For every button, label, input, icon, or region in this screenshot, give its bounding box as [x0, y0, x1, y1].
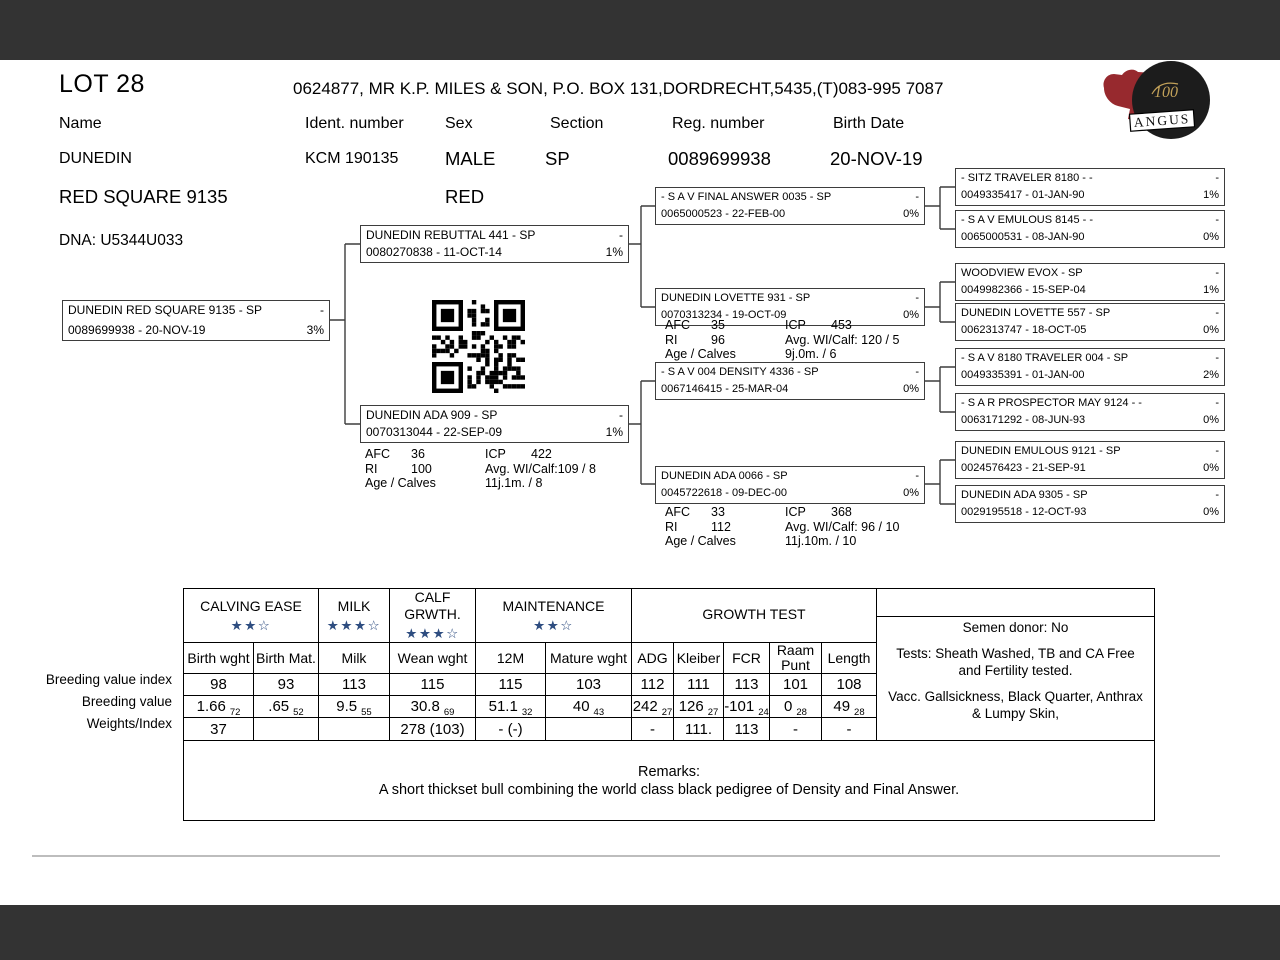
dam-fertility-stats — [365, 447, 596, 491]
pedigree-dash: - — [320, 303, 324, 317]
pedigree-pct: 0% — [903, 309, 919, 321]
index-cell: 112 — [632, 674, 674, 696]
pedigree-id: 0089699938 - 20-NOV-19 — [68, 323, 206, 337]
pedigree-id: 0024576423 - 21-SEP-91 — [961, 462, 1086, 474]
pedigree-box-dam-dam — [655, 466, 925, 504]
label-reg-number: Reg. number — [672, 115, 765, 132]
accuracy: 27 — [661, 707, 673, 718]
value-cell: 49 $_{28}$ — [822, 696, 877, 718]
group-maintenance: MAINTENANCE ★★☆ — [476, 589, 632, 643]
pedigree-pct: 0% — [903, 383, 919, 395]
info-panel-spacer — [877, 594, 1154, 617]
pedigree-box-ggp-1 — [955, 168, 1225, 206]
icp-label: ICP — [785, 318, 806, 332]
label-ident-number: Ident. number — [305, 115, 404, 132]
pedigree-box-ggp-5 — [955, 348, 1225, 386]
pedigree-pct: 0% — [903, 487, 919, 499]
age-calves-value: 11j.1m. / 8 — [485, 476, 543, 490]
group-milk: MILK ★★★☆ — [319, 589, 390, 643]
weights-cell: 111. — [674, 718, 724, 741]
avg-wi-calf: Avg. WI/Calf:109 / 8 — [485, 461, 596, 476]
col-kleiber: Kleiber — [674, 643, 724, 674]
weights-cell: 37 — [184, 718, 254, 741]
weights-cell: - (-) — [476, 718, 546, 741]
age-calves-value: 9j.0m. / 6 — [785, 347, 837, 361]
pedigree-id: 0049982366 - 15-SEP-04 — [961, 284, 1086, 296]
icp-value: 422 — [531, 447, 552, 461]
weights-cell — [254, 718, 319, 741]
accuracy: 28 — [854, 707, 865, 718]
afc-label: AFC — [365, 447, 390, 461]
animal-name-prefix: DUNEDIN — [59, 150, 132, 167]
semen-donor-text: Semen donor: No — [962, 619, 1069, 635]
pedigree-pct: 0% — [1203, 462, 1219, 474]
remarks-text: A short thickset bull combining the world class black pedigree of Density and Final Answer. — [378, 781, 960, 798]
qr-code — [432, 300, 525, 393]
pedigree-id: 0070313234 - 19-OCT-09 — [661, 309, 787, 321]
pedigree-box-ggp-2 — [955, 210, 1225, 248]
label-birth-date: Birth Date — [833, 115, 905, 132]
index-cell: 115 — [476, 674, 546, 696]
star-rating: ★★☆ — [533, 617, 574, 633]
dna-number: DNA: U5344U033 — [59, 232, 184, 249]
pedigree-dash: - — [915, 292, 919, 304]
accuracy: 72 — [229, 707, 241, 718]
ri-label: RI — [365, 461, 378, 476]
index-cell: 101 — [770, 674, 822, 696]
star-rating: ★★★☆ — [405, 626, 460, 641]
afc-value: 35 — [711, 318, 725, 332]
pedigree-pct: 1% — [1203, 189, 1219, 201]
pedigree-dash: - — [915, 191, 919, 203]
pedigree-box-ggp-4 — [955, 303, 1225, 341]
section-value: SP — [545, 148, 570, 169]
ri-label: RI — [665, 332, 678, 347]
pedigree-box-ggp-3 — [955, 263, 1225, 301]
col-12m: 12M — [476, 643, 546, 674]
value-cell: 51.1 $_{32}$ — [476, 696, 546, 718]
birth-date-value: 20-NOV-19 — [830, 148, 923, 169]
pedigree-id: 0065000531 - 08-JAN-90 — [961, 231, 1085, 243]
icp-value: 368 — [831, 505, 852, 519]
pedigree-pct: 0% — [903, 208, 919, 220]
value-cell: 1.66 $_{72}$ — [184, 696, 254, 718]
pedigree-name: DUNEDIN EMULOUS 9121 - SP — [961, 445, 1121, 457]
pedigree-name: - S A V FINAL ANSWER 0035 - SP — [661, 191, 832, 203]
pedigree-pct: 0% — [1203, 414, 1219, 426]
accuracy: 55 — [361, 707, 372, 718]
group-calf-growth: CALF GRWTH. ★★★☆ — [390, 589, 476, 643]
col-mature-wght: Mature wght — [546, 643, 632, 674]
col-adg: ADG — [632, 643, 674, 674]
pedigree-dash: - — [1215, 397, 1219, 409]
age-calves-value: 11j.10m. / 10 — [785, 534, 857, 548]
pedigree-id: 0062313747 - 18-OCT-05 — [961, 324, 1087, 336]
value-cell: 0 $_{28}$ — [770, 696, 822, 718]
avg-wi-calf: Avg. WI/Calf: 96 / 10 — [785, 519, 900, 534]
pedigree-id: 0029195518 - 12-OCT-93 — [961, 506, 1087, 518]
pedigree-name: DUNEDIN RED SQUARE 9135 - SP — [68, 303, 263, 317]
star-rating: ★★☆ — [230, 617, 272, 633]
ri-value: 112 — [711, 519, 731, 534]
label-name: Name — [59, 115, 102, 132]
index-cell: 115 — [390, 674, 476, 696]
index-cell: 113 — [724, 674, 770, 696]
ri-label: RI — [665, 519, 678, 534]
logo-brand-text: ANGUS — [1133, 111, 1191, 130]
age-calves-label: Age / Calves — [665, 534, 736, 548]
pedigree-name: WOODVIEW EVOX - SP — [961, 267, 1083, 279]
afc-value: 33 — [711, 505, 725, 519]
star-rating: ★★★☆ — [326, 617, 382, 633]
col-length: Length — [822, 643, 877, 674]
row-label-breeding-value: Breeding value — [81, 694, 172, 709]
pedigree-dash: - — [1215, 489, 1219, 501]
col-birth-wght: Birth wght — [184, 643, 254, 674]
value-cell: .65 $_{52}$ — [254, 696, 319, 718]
weights-cell: 278 (103) — [390, 718, 476, 741]
age-calves-label: Age / Calves — [365, 476, 436, 490]
col-milk: Milk — [319, 643, 390, 674]
dam-dam-fertility-stats — [665, 505, 899, 549]
pedigree-id: 0065000523 - 22-FEB-00 — [661, 208, 786, 220]
pedigree-name: DUNEDIN REBUTTAL 441 - SP — [366, 228, 536, 242]
afc-label: AFC — [665, 318, 690, 332]
pedigree-name: DUNEDIN LOVETTE 557 - SP — [961, 307, 1111, 319]
remarks-label: Remarks: — [637, 763, 701, 780]
weights-cell: - — [822, 718, 877, 741]
accuracy: 52 — [293, 707, 304, 718]
group-calving-ease: CALVING EASE ★★☆ — [184, 589, 319, 643]
pedigree-box-ggp-6 — [955, 393, 1225, 431]
pedigree-name: - S A R PROSPECTOR MAY 9124 - - — [961, 397, 1142, 409]
pedigree-name: DUNEDIN ADA 9305 - SP — [961, 489, 1088, 501]
pedigree-id: 0070313044 - 22-SEP-09 — [366, 425, 503, 439]
owner-contact-line: 0624877, MR K.P. MILES & SON, P.O. BOX 131,DORDRECHT,5435,(T)083-995 7087 — [293, 79, 944, 98]
footer-separator-line — [32, 855, 1220, 857]
pedigree-dash: - — [1215, 445, 1219, 457]
col-raam-punt: Raam Punt — [770, 643, 822, 674]
value-cell: 9.5 $_{55}$ — [319, 696, 390, 718]
group-growth-test: GROWTH TEST — [632, 589, 877, 643]
pedigree-box-dam — [360, 405, 629, 443]
pedigree-dash: - — [1215, 307, 1219, 319]
pedigree-dash: - — [1215, 267, 1219, 279]
accuracy: 27 — [707, 707, 719, 718]
label-section: Section — [550, 115, 604, 132]
pedigree-name: DUNEDIN LOVETTE 931 - SP — [661, 292, 811, 304]
index-cell: 103 — [546, 674, 632, 696]
pedigree-dash: - — [619, 228, 623, 242]
pedigree-id: 0049335391 - 01-JAN-00 — [961, 369, 1085, 381]
col-wean-wght: Wean wght — [390, 643, 476, 674]
sire-dam-fertility-stats — [665, 318, 899, 362]
index-cell: 108 — [822, 674, 877, 696]
pedigree-dash: - — [1215, 214, 1219, 226]
colour-value: RED — [445, 186, 485, 207]
label-sex: Sex — [445, 115, 473, 132]
logo-years-text: 100 — [1154, 84, 1178, 101]
tests-text: Tests: Sheath Washed, TB and CA Free and Fertility tested. — [896, 646, 1135, 678]
ident-number-value: KCM 190135 — [305, 150, 399, 167]
row-label-breeding-value-index: Breeding value index — [45, 672, 172, 687]
pedigree-pct: 0% — [1203, 506, 1219, 518]
pedigree-box-subject — [62, 300, 330, 341]
weights-cell — [546, 718, 632, 741]
avg-wi-calf: Avg. WI/Calf: 120 / 5 — [785, 332, 900, 347]
value-cell: 242 $_{27}$ — [632, 696, 674, 718]
icp-label: ICP — [785, 505, 806, 519]
accuracy: 24 — [758, 707, 769, 718]
icp-label: ICP — [485, 447, 506, 461]
lot-number: LOT 28 — [59, 70, 145, 98]
pedigree-box-sire-sire — [655, 187, 925, 225]
afc-value: 36 — [411, 447, 425, 461]
value-cell: 40 $_{43}$ — [546, 696, 632, 718]
index-cell: 113 — [319, 674, 390, 696]
pedigree-pct: 3% — [306, 323, 324, 337]
sex-value: MALE — [445, 148, 496, 169]
afc-label: AFC — [665, 505, 690, 519]
pedigree-dash: - — [619, 408, 623, 422]
pedigree-dash: - — [915, 366, 919, 378]
weights-cell: - — [770, 718, 822, 741]
index-cell: 98 — [184, 674, 254, 696]
pedigree-box-ggp-8 — [955, 485, 1225, 523]
col-fcr: FCR — [724, 643, 770, 674]
index-cell: 111 — [674, 674, 724, 696]
pedigree-pct: 0% — [1203, 231, 1219, 243]
breeding-values-table — [183, 588, 1155, 821]
ri-value: 100 — [411, 461, 432, 476]
pedigree-box-sire — [360, 225, 629, 263]
accuracy: 69 — [443, 707, 455, 718]
value-cell: -101 $_{24}$ — [724, 696, 770, 718]
col-birth-mat: Birth Mat. — [254, 643, 319, 674]
value-cell: 30.8 $_{69}$ — [390, 696, 476, 718]
bottom-dark-band — [0, 905, 1280, 960]
index-cell: 93 — [254, 674, 319, 696]
pedigree-id: 0080270838 - 11-OCT-14 — [366, 245, 502, 259]
reg-number-value: 0089699938 — [668, 148, 771, 169]
pedigree-name: DUNEDIN ADA 0066 - SP — [661, 470, 788, 482]
health-info-panel — [877, 589, 1155, 741]
pedigree-box-ggp-7 — [955, 441, 1225, 479]
pedigree-id: 0045722618 - 09-DEC-00 — [661, 487, 787, 499]
pedigree-pct: 1% — [605, 425, 623, 439]
accuracy: 28 — [796, 707, 807, 718]
pedigree-name: - S A V EMULOUS 8145 - - — [961, 214, 1094, 226]
pedigree-id: 0067146415 - 25-MAR-04 — [661, 383, 789, 395]
pedigree-box-dam-sire — [655, 362, 925, 400]
vaccinations-text: Vacc. Gallsickness, Black Quarter, Anthrax & Lumpy Skin, — [888, 689, 1143, 721]
animal-name-suffix: RED SQUARE 9135 — [59, 186, 228, 207]
remarks-section — [184, 741, 1155, 821]
icp-value: 453 — [831, 318, 852, 332]
pedigree-dash: - — [915, 470, 919, 482]
pedigree-id: 0049335417 - 01-JAN-90 — [961, 189, 1085, 201]
age-calves-label: Age / Calves — [665, 347, 736, 361]
pedigree-pct: 2% — [1203, 369, 1219, 381]
pedigree-name: - S A V 004 DENSITY 4336 - SP — [661, 366, 819, 378]
weights-cell — [319, 718, 390, 741]
weights-cell: - — [632, 718, 674, 741]
pedigree-dash: - — [1215, 172, 1219, 184]
angus-society-logo — [1100, 52, 1212, 144]
pedigree-name: - SITZ TRAVELER 8180 - - — [961, 172, 1093, 184]
accuracy: 43 — [593, 707, 605, 718]
top-dark-band — [0, 0, 1280, 60]
pedigree-pct: 1% — [1203, 284, 1219, 296]
weights-cell: 113 — [724, 718, 770, 741]
pedigree-id: 0063171292 - 08-JUN-93 — [961, 414, 1086, 426]
accuracy: 32 — [521, 707, 533, 718]
pedigree-name: - S A V 8180 TRAVELER 004 - SP — [961, 352, 1129, 364]
row-label-weights-index: Weights/Index — [86, 716, 172, 731]
pedigree-name: DUNEDIN ADA 909 - SP — [366, 408, 498, 422]
pedigree-pct: 1% — [605, 245, 623, 259]
pedigree-dash: - — [1215, 352, 1219, 364]
value-cell: 126 $_{27}$ — [674, 696, 724, 718]
ri-value: 96 — [711, 332, 725, 347]
pedigree-pct: 0% — [1203, 324, 1219, 336]
